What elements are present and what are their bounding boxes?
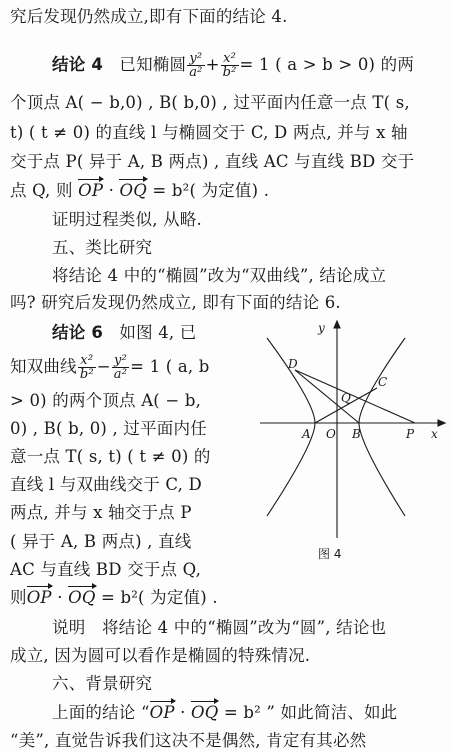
label-B: B (352, 427, 361, 441)
hyperbola-right-branch (359, 338, 405, 516)
fraction: $\frac{\text{y²}}{\text{a²}}$ (113, 353, 128, 382)
label-A: A (302, 427, 311, 441)
section-heading: 五、类比研究 (52, 238, 153, 257)
text-line: ( 异于 A, B 两点) , 直线 (10, 532, 192, 551)
text-line: 意一点 T( s, t) ( t ≠ 0) 的 (10, 447, 211, 466)
text-line: 知双曲线 $\frac{\text{x²}}{\text{b²}}$ − $\frac{\text{y²}}{\text{a²}}$ = 1 ( a, b (10, 353, 210, 382)
label-O: O (326, 427, 336, 441)
section-heading: 六、背景研究 (52, 674, 153, 693)
text-line: 点 Q, 则 OP · OQ = b²( 为定值) . (10, 181, 270, 200)
figure-caption: 图 4 (318, 547, 342, 561)
text-line: 成立, 因为圆可以看作是椭圆的特殊情况. (10, 646, 311, 665)
conclusion-6: 结论 6 如图 4, 已 (52, 323, 197, 342)
label-D: D (288, 357, 298, 371)
label-P: P (406, 427, 415, 441)
fraction: $\frac{\text{y²}}{\text{a²}}$ (189, 51, 203, 80)
label-Q: Q (341, 391, 351, 405)
text-line: > 0) 的两个顶点 A( − b, (10, 391, 202, 410)
conclusion-label: 结论 6 (52, 323, 104, 342)
text-line: 直线 l 与双曲线交于 C, D (10, 475, 202, 494)
text-line: 则OP · OQ = b²( 为定值) . (10, 588, 218, 607)
text-line: 两点, 并与 x 轴交于点 P (10, 503, 192, 522)
text-line: 究后发现仍然成立,即有下面的结论 4. (10, 7, 288, 26)
conclusion-4: 结论 4 已知椭圆 $\frac{\text{y²}}{\text{a²}}$ + $\frac{\text{x²}}{\text{b²}}$ = 1 ( a > b > 0) 的两 (52, 51, 415, 80)
text-line: 证明过程类似, 从略. (52, 210, 202, 229)
fraction: $\frac{\text{x²}}{\text{b²}}$ (79, 353, 94, 382)
x-axis-arrow (438, 420, 445, 426)
text-line: 0) , B( b, 0) , 过平面内任 (10, 419, 207, 438)
text-line: “美”, 直觉告诉我们这决不是偶然, 肯定有其必然 (10, 731, 367, 750)
text-line: 个顶点 A( − b,0) , B( b,0) , 过平面内任意一点 T( s, (10, 93, 410, 112)
label-C: C (378, 375, 388, 389)
fraction: $\frac{\text{x²}}{\text{b²}}$ (222, 51, 237, 80)
y-axis-arrow (334, 321, 340, 328)
line-l (295, 370, 415, 423)
text-line: 交于点 P( 异于 A, B 两点) , 直线 AC 与直线 BD 交于 (10, 152, 415, 171)
text-line: 上面的结论 “OP · OQ = b² ” 如此简洁、如此 (52, 703, 398, 722)
text-line: 吗? 研究后发现仍然成立, 即有下面的结论 6. (10, 293, 341, 312)
text-line: 说明 将结论 4 中的“椭圆”改为“圆”, 结论也 (52, 618, 387, 637)
text-line: t) ( t ≠ 0) 的直线 l 与椭圆交于 C, D 两点, 并与 x 轴 (10, 123, 408, 142)
hyperbola-figure (255, 318, 450, 548)
conclusion-label: 结论 4 (52, 55, 104, 74)
label-x: x (431, 427, 438, 441)
text-line: AC 与直线 BD 交于点 Q, (10, 560, 202, 579)
text-line: 将结论 4 中的“椭圆”改为“双曲线”, 结论成立 (52, 266, 387, 285)
label-y: y (318, 321, 325, 335)
